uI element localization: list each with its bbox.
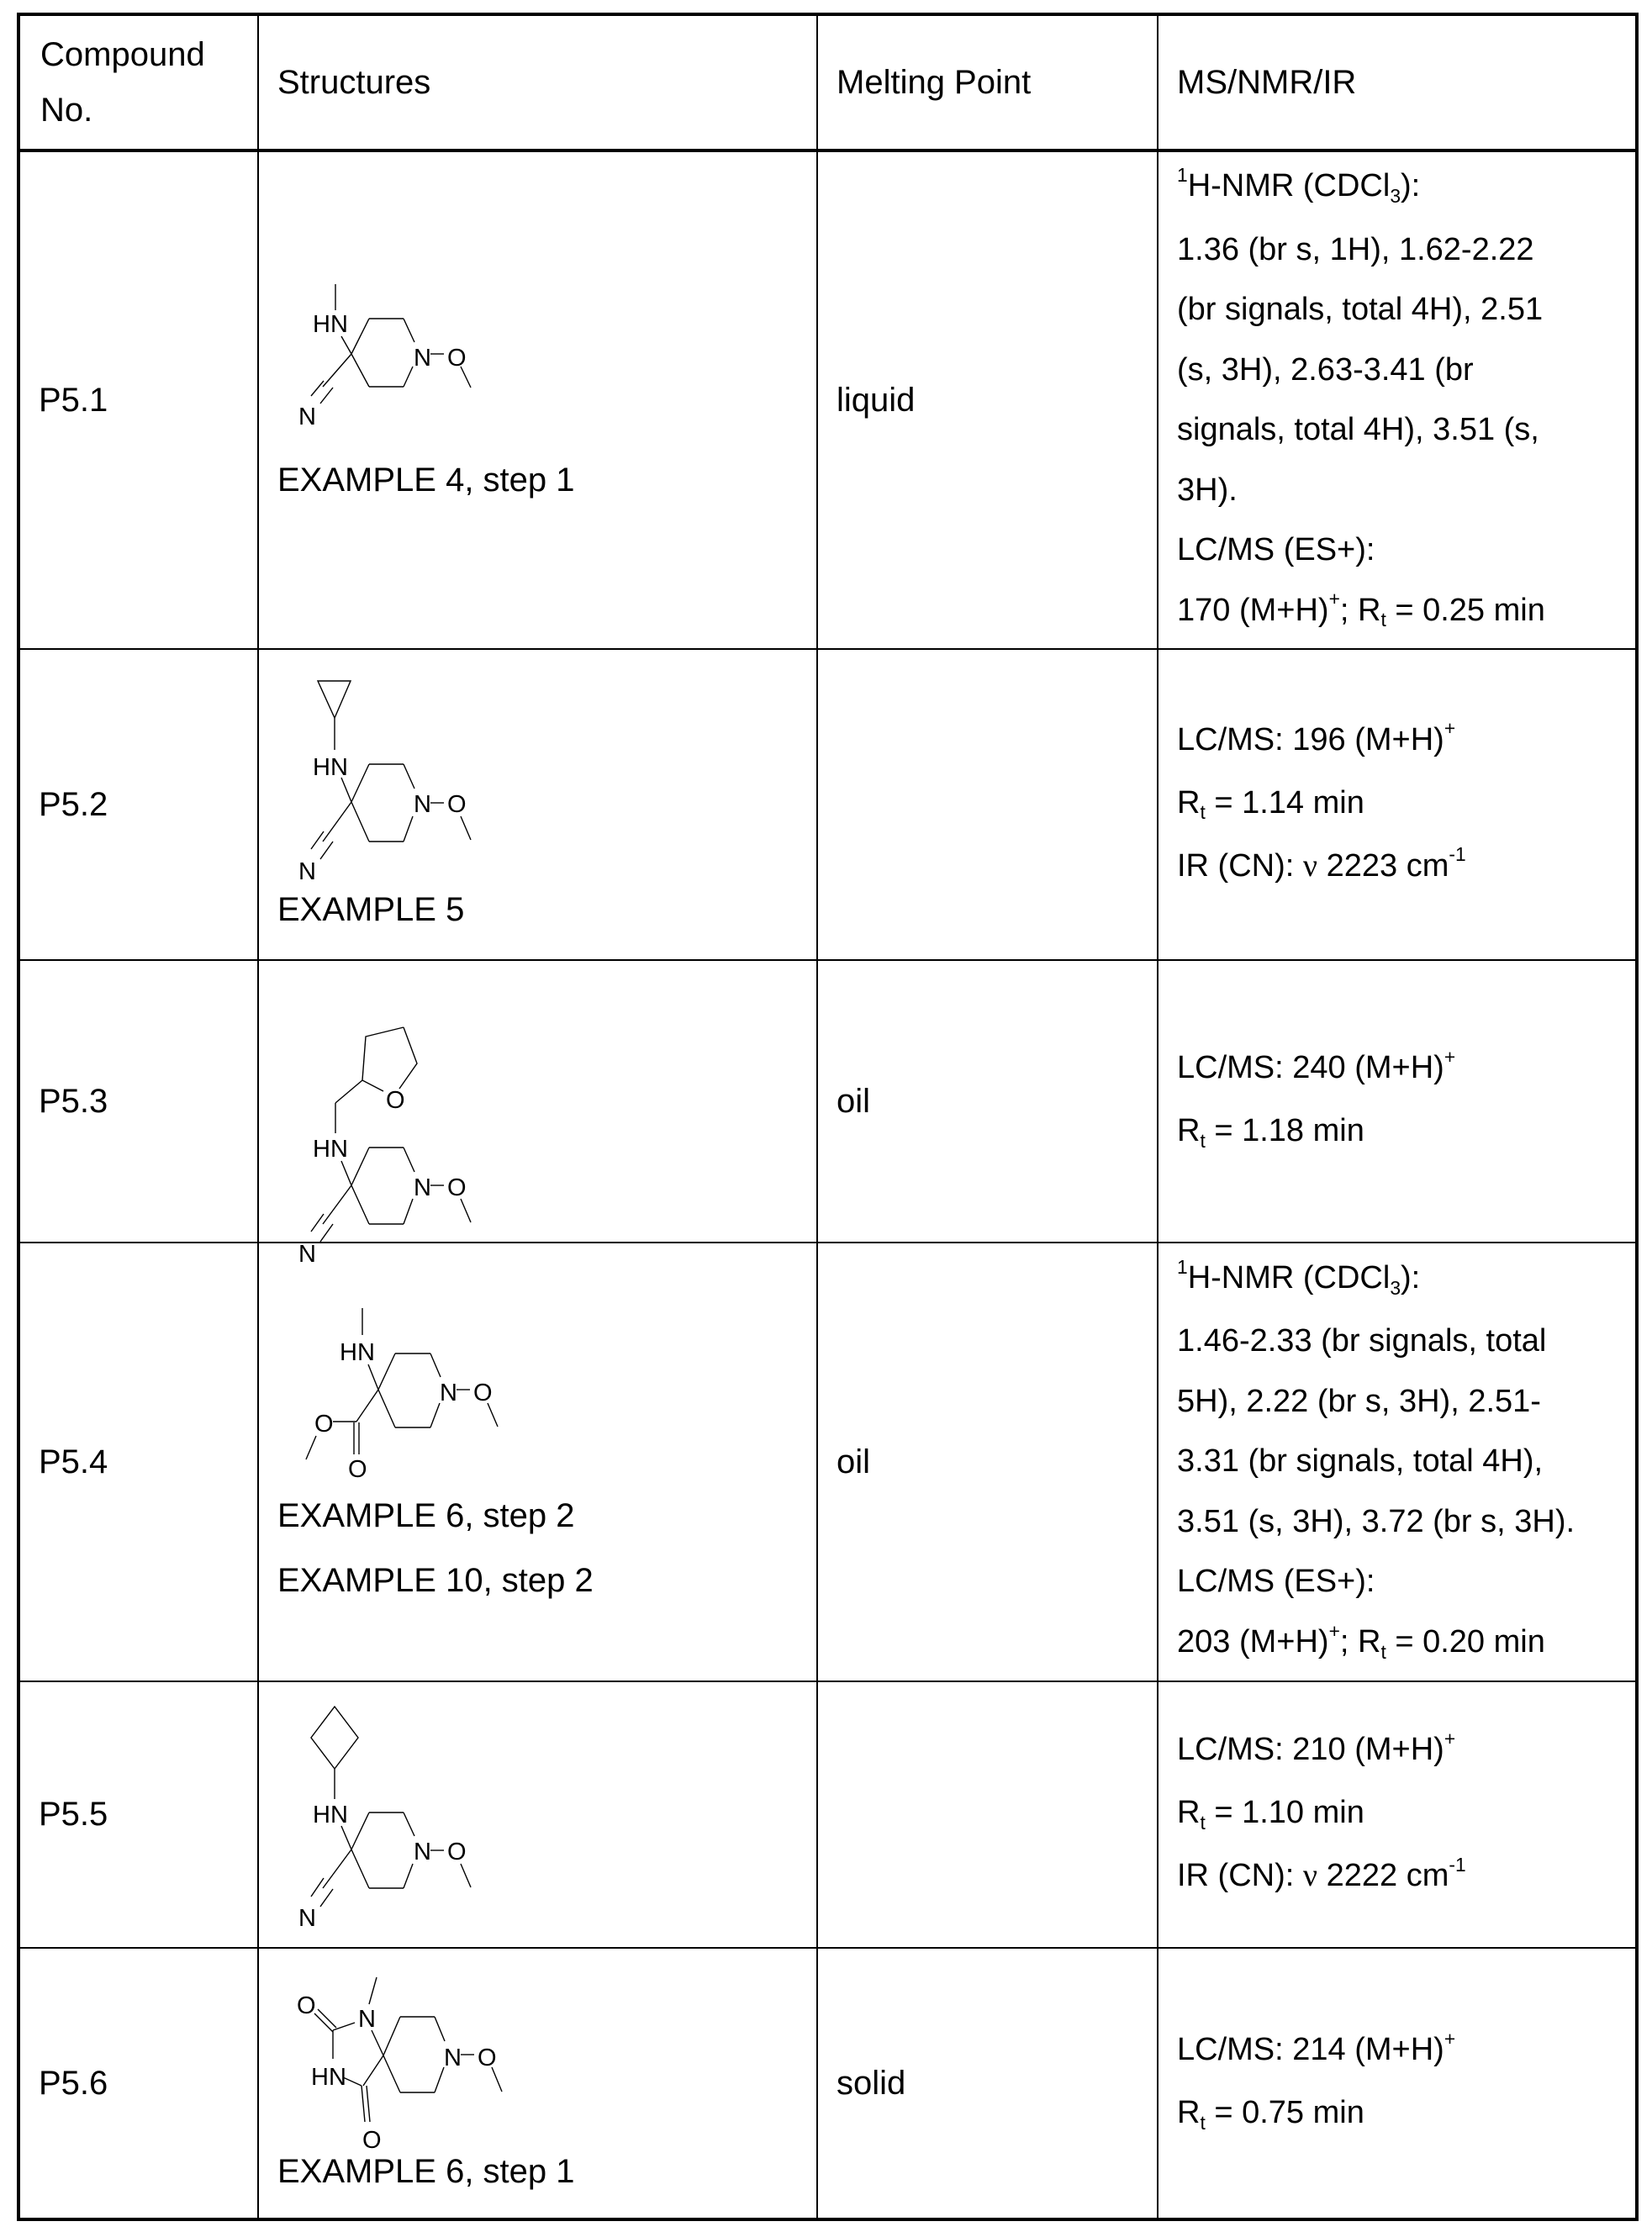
svg-text:O: O xyxy=(447,344,467,372)
spectral-data xyxy=(1158,1243,1637,1681)
structure-cell xyxy=(258,1243,817,1681)
svg-text:HN: HN xyxy=(340,1338,375,1366)
example-reference: EXAMPLE 6, step 1 xyxy=(277,2152,575,2190)
svg-text:O: O xyxy=(473,1379,493,1406)
compound-number: P5.1 xyxy=(18,150,258,649)
example-reference: EXAMPLE 5 xyxy=(277,890,465,928)
nmr-line: 1.36 (br s, 1H), 1.62-2.22 xyxy=(1177,231,1534,267)
svg-text:N: N xyxy=(414,344,431,372)
lcms-result: LC/MS: 210 (M+H)+ xyxy=(1177,1727,1456,1767)
ir-result: IR (CN): ν 2222 $cm^{-1}$ xyxy=(1177,1853,1466,1893)
compound-number: P5.3 xyxy=(18,960,258,1243)
nmr-line: 3.31 (br signals, total 4H), xyxy=(1177,1443,1544,1480)
chemical-structure-diagram xyxy=(277,1963,816,2154)
svg-text:O: O xyxy=(478,2044,497,2071)
nmr-line: 5H), 2.22 (br s, 3H), 2.51- xyxy=(1177,1383,1541,1419)
nmr-line: 3.51 (s, 3H), 3.72 (br s, 3H). xyxy=(1177,1503,1575,1539)
spectral-data xyxy=(1158,649,1637,960)
chemical-structure-diagram xyxy=(277,667,816,885)
example-reference: EXAMPLE 4, step 1 xyxy=(277,461,575,499)
svg-text:N: N xyxy=(298,403,316,430)
svg-text:O: O xyxy=(314,1410,334,1438)
melting-point xyxy=(817,649,1158,960)
nmr-line: signals, total 4H), 3.51 (s, xyxy=(1177,412,1539,447)
table-row xyxy=(18,649,1637,960)
melting-point: solid xyxy=(817,1948,1158,2219)
melting-point: liquid xyxy=(817,150,1158,649)
ir-result: IR (CN): ν 2223 $cm^{-1}$ xyxy=(1177,843,1466,884)
svg-text:N: N xyxy=(414,1839,431,1865)
nmr-line: (s, 3H), 2.63-3.41 (br xyxy=(1177,351,1474,388)
svg-text:N: N xyxy=(298,1241,316,1268)
lcms-result: LC/MS: 240 (M+H)+ xyxy=(1177,1045,1456,1085)
table-row xyxy=(18,1948,1637,2219)
svg-text:O: O xyxy=(447,790,467,818)
nmr-line: 3H). xyxy=(1177,472,1238,508)
retention-time: $R_t = 0.75$ min xyxy=(1177,2095,1364,2134)
compound-number: P5.5 xyxy=(18,1681,258,1948)
table-row xyxy=(18,960,1637,1243)
svg-text:N: N xyxy=(440,1379,457,1406)
chemical-structure-diagram xyxy=(277,975,816,1268)
svg-text:N: N xyxy=(414,790,431,818)
svg-text:O: O xyxy=(447,1174,467,1201)
structure-cell xyxy=(258,1681,817,1948)
header-compound-line1: Compound xyxy=(40,36,205,73)
chemical-structure-diagram xyxy=(277,1311,816,1484)
table-row xyxy=(18,150,1637,649)
retention-time: $R_t = 1.10$ min xyxy=(1177,1795,1364,1834)
retention-time: $R_t = 1.14$ min xyxy=(1177,784,1364,824)
retention-time: $R_t = 1.18$ min xyxy=(1177,1113,1364,1152)
svg-text:HN: HN xyxy=(313,753,348,781)
lcms-result: LC/MS: 214 (M+H)+ xyxy=(1177,2027,1456,2067)
svg-text:HN: HN xyxy=(313,1802,348,1828)
header-ms-nmr-ir: MS/NMR/IR xyxy=(1158,14,1637,150)
svg-text:N: N xyxy=(414,1174,431,1201)
svg-text:N: N xyxy=(298,857,316,885)
compound-number: P5.6 xyxy=(18,1948,258,2219)
svg-text:N: N xyxy=(444,2044,462,2071)
melting-point xyxy=(817,1681,1158,1948)
nmr-header: $^1$H-NMR (CDCl$_3$): xyxy=(1177,1255,1421,1299)
header-structures: Structures xyxy=(258,14,817,150)
chemical-structure-diagram xyxy=(277,288,816,448)
lcms-result: 170 (M+H)+; $R_t = 0.25$ min xyxy=(1177,588,1545,631)
nmr-line: (br signals, total 4H), 2.51 xyxy=(1177,292,1544,327)
compound-number: P5.2 xyxy=(18,649,258,960)
structure-cell xyxy=(258,649,817,960)
spectral-data xyxy=(1158,960,1637,1243)
svg-text:HN: HN xyxy=(313,310,348,338)
lcms-header: LC/MS (ES+): xyxy=(1177,532,1375,567)
spectral-data xyxy=(1158,1681,1637,1948)
table-row xyxy=(18,1681,1637,1948)
structure-cell xyxy=(258,1948,817,2219)
table-header-row xyxy=(18,14,1637,150)
lcms-result: LC/MS: 196 (M+H)+ xyxy=(1177,717,1456,757)
melting-point: oil xyxy=(817,1243,1158,1681)
compound-number: P5.4 xyxy=(18,1243,258,1681)
lcms-header: LC/MS (ES+): xyxy=(1177,1564,1375,1600)
spectral-data xyxy=(1158,1948,1637,2219)
svg-text:O: O xyxy=(362,2126,382,2154)
melting-point: oil xyxy=(817,960,1158,1243)
svg-text:N: N xyxy=(298,1905,316,1932)
svg-text:O: O xyxy=(386,1087,405,1114)
svg-text:O: O xyxy=(297,1992,316,2019)
svg-text:N: N xyxy=(358,2005,376,2033)
nmr-header: $^1$H-NMR (CDCl$_3$): xyxy=(1177,163,1421,207)
structure-cell xyxy=(258,150,817,649)
example-reference: EXAMPLE 10, step 2 xyxy=(277,1561,594,1599)
structure-cell xyxy=(258,960,817,1268)
svg-text:O: O xyxy=(348,1455,367,1483)
nmr-line: 1.46-2.33 (br signals, total xyxy=(1177,1323,1547,1359)
lcms-result: 203 (M+H)+; $R_t = 0.20$ min xyxy=(1177,1619,1545,1663)
compound-data-table xyxy=(17,13,1639,2221)
header-compound-line2: No. xyxy=(40,92,93,129)
svg-text:HN: HN xyxy=(311,2063,346,2091)
spectral-data xyxy=(1158,150,1637,649)
svg-text:HN: HN xyxy=(313,1136,348,1163)
chemical-structure-diagram xyxy=(277,1695,816,1934)
header-compound-no xyxy=(18,14,258,150)
example-reference: EXAMPLE 6, step 2 xyxy=(277,1496,575,1534)
svg-text:O: O xyxy=(447,1839,467,1865)
header-melting-point: Melting Point xyxy=(817,14,1158,150)
table-row xyxy=(18,1243,1637,1681)
